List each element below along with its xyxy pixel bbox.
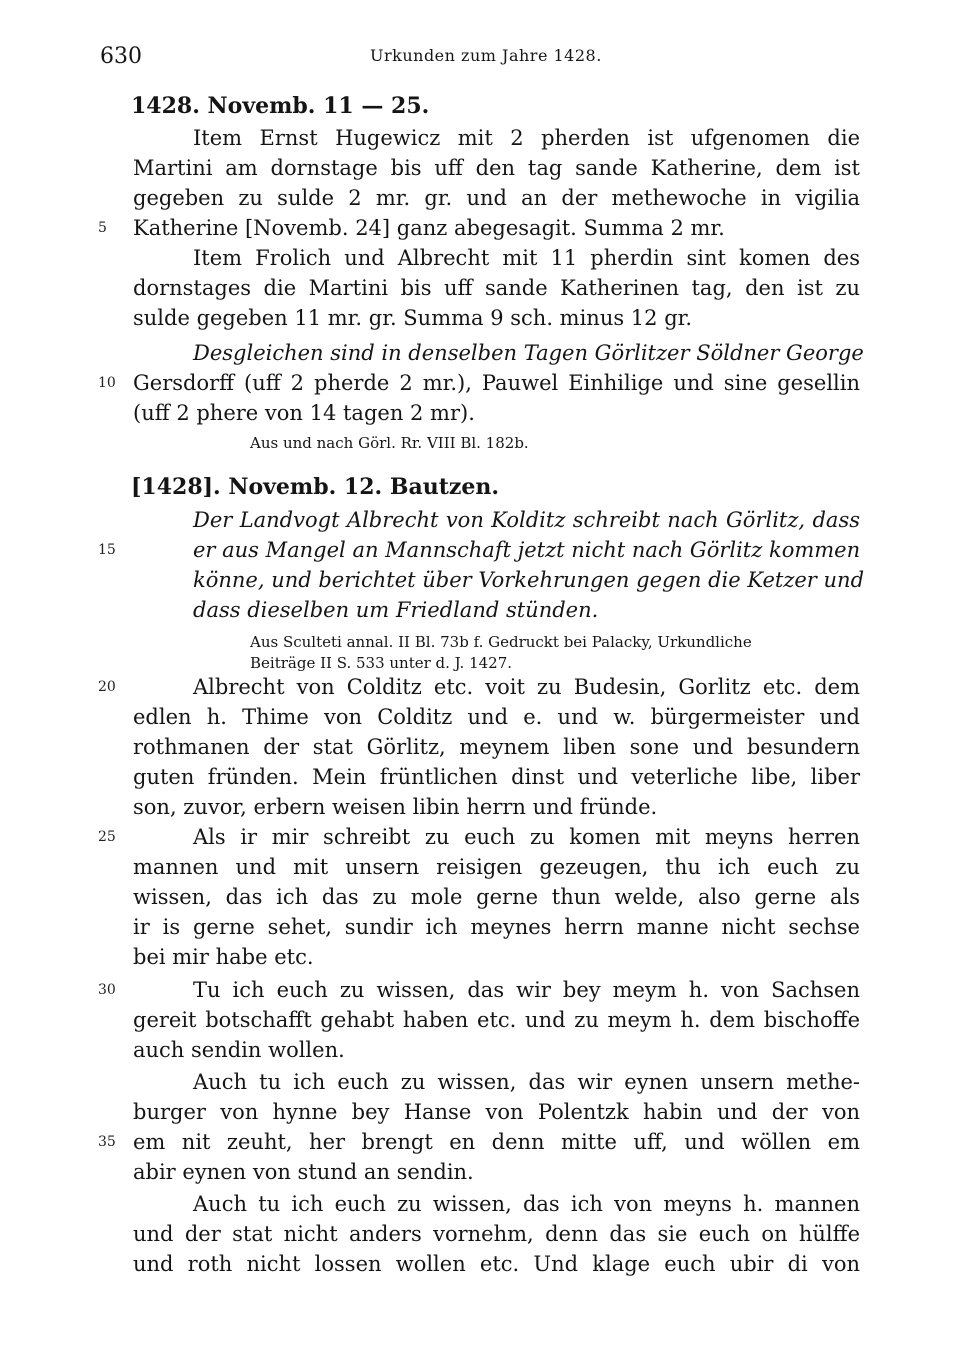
text-line: ir is gerne sehet, sundir ich meynes herrn manne nicht sechse [133, 915, 860, 939]
text-line: burger von hynne bey Hanse von Polentzk habin und der von [133, 1100, 860, 1124]
text-line: em nit zeuht, her brengt en denn mitte uff, und wöllen em [133, 1130, 860, 1154]
text-line: Auch tu ich euch zu wissen, das wir eynen unsern methe- [193, 1070, 860, 1094]
text-line: Auch tu ich euch zu wissen, das ich von meyns h. mannen [193, 1192, 860, 1216]
section-heading: 1428. Novemb. 11 — 25. [131, 93, 430, 119]
text-line: dornstages die Martini bis uff sande Katherinen tag, den ist zu [133, 276, 860, 300]
line-number: 25 [98, 829, 116, 845]
text-line: guten fründen. Mein früntlichen dinst und veterliche libe, liber [133, 765, 860, 789]
text-line: rothmanen der stat Görlitz, meynem liben sone und besundern [133, 735, 860, 759]
summary-line: Der Landvogt Albrecht von Kolditz schreibt nach Görlitz, dass [193, 508, 860, 532]
section-heading: [1428]. Novemb. 12. Bautzen. [131, 474, 499, 500]
text-line: Desgleichen sind in denselben Tagen Görlitzer Söldner George [193, 341, 864, 365]
text-line: und der stat nicht anders vornehm, denn das sie euch on hülffe [133, 1222, 860, 1246]
text-line: Item Frolich und Albrecht mit 11 pherdin sint komen des [193, 246, 860, 270]
line-number: 30 [98, 982, 116, 998]
text-line: und roth nicht lossen wollen etc. Und klage euch ubir di von [133, 1252, 860, 1276]
source-note: Beiträge II S. 533 unter d. J. 1427. [250, 654, 513, 672]
source-note: Aus und nach Görl. Rr. VIII Bl. 182b. [250, 434, 529, 452]
line-number: 15 [98, 542, 116, 558]
text-line: bei mir habe etc. [133, 945, 314, 969]
text-line: gereit botschafft gehabt haben etc. und zu meym h. dem bischoffe [133, 1008, 860, 1032]
summary-line: er aus Mangel an Mannschaft jetzt nicht nach Görlitz kommen [193, 538, 861, 562]
text-line: sulde gegeben 11 mr. gr. Summa 9 sch. minus 12 gr. [133, 306, 693, 330]
text-line: abir eynen von stund an sendin. [133, 1160, 474, 1184]
line-number: 10 [98, 375, 116, 391]
page-number: 630 [100, 44, 142, 69]
text-line: Item Ernst Hugewicz mit 2 pherden ist ufgenomen die [193, 126, 860, 150]
text-line: mannen und mit unsern reisigen gezeugen, thu ich euch zu [133, 855, 860, 879]
text-line: (uff 2 phere von 14 tagen 2 mr). [133, 401, 475, 425]
summary-line: könne, und berichtet über Vorkehrungen gegen die Ketzer und [193, 568, 865, 592]
text-line: Albrecht von Colditz etc. voit zu Budesin, Gorlitz etc. dem [193, 675, 860, 699]
line-number: 35 [98, 1134, 116, 1150]
text-line: Katherine [Novemb. 24] ganz abegesagit. Summa 2 mr. [133, 216, 725, 240]
text-line: son, zuvor, erbern weisen libin herrn und fründe. [133, 795, 658, 819]
source-note: Aus Sculteti annal. II Bl. 73b f. Gedruckt bei Palacky, Urkundliche [250, 633, 752, 651]
text-line: Tu ich euch zu wissen, das wir bey meym h. von Sachsen [193, 978, 860, 1002]
text-line: Als ir mir schreibt zu euch zu komen mit meyns herren [193, 825, 860, 849]
text-line: Gersdorff (uff 2 pherde 2 mr.), Pauwel Einhilige und sine gesellin [133, 371, 860, 395]
summary-line: dass dieselben um Friedland stünden. [193, 598, 599, 622]
text-line: wissen, das ich das zu mole gerne thun welde, also gerne als [133, 885, 860, 909]
text-line: auch sendin wollen. [133, 1038, 345, 1062]
line-number: 20 [98, 679, 116, 695]
text-line: gegeben zu sulde 2 mr. gr. und an der methewoche in vigilia [133, 186, 860, 210]
text-line: edlen h. Thime von Colditz und e. und w. bürgermeister und [133, 705, 860, 729]
text-line: Martini am dornstage bis uff den tag sande Katherine, dem ist [133, 156, 860, 180]
running-title: Urkunden zum Jahre 1428. [370, 46, 602, 65]
line-number: 5 [98, 220, 107, 236]
